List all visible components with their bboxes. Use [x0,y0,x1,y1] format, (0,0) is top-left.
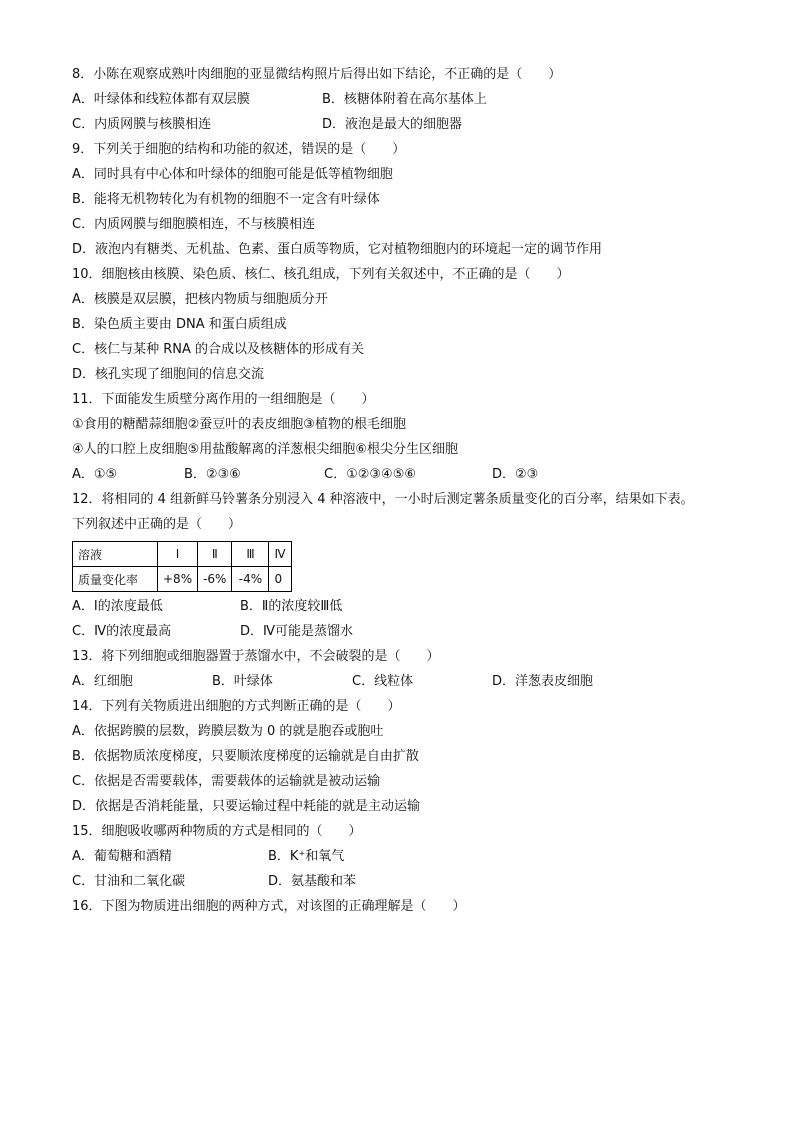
option-c[interactable]: C．依据是否需要载体，需要载体的运输就是被动运输 [72,774,381,789]
option-c[interactable]: C．核仁与某种 RNA 的合成以及核糖体的形成有关 [72,342,364,357]
option-d[interactable]: D．②③ [492,467,539,482]
option-c[interactable]: C．甘油和二氧化碳 [72,874,186,889]
option-a[interactable]: A．红细胞 [72,674,133,689]
option-a[interactable]: A．核膜是双层膜，把核内物质与细胞质分开 [72,292,328,307]
option-a[interactable]: A．依据跨膜的层数，跨膜层数为 0 的就是胞吞或胞吐 [72,724,384,739]
option-c[interactable]: C．①②③④⑤⑥ [324,467,417,482]
question-12-stem: 12．将相同的 4 组新鲜马铃薯条分别浸入 4 种溶液中，一小时后测定薯条质量变化的百分率，结果如下表。 [72,492,694,507]
results-table [72,541,292,592]
table-cell: -6% [198,567,232,592]
question-11-stem: 11．下面能发生质壁分离作用的一组细胞是（ ） [72,392,375,407]
option-c[interactable]: C．线粒体 [352,674,414,689]
option-a[interactable]: A．叶绿体和线粒体都有双层膜 [72,92,250,107]
option-b[interactable]: B．染色质主要由 DNA 和蛋白质组成 [72,317,287,332]
question-12-options-row2 [72,619,752,644]
question-8-options-row1 [72,87,752,112]
question-11-options [72,462,752,487]
question-13-stem: 13．将下列细胞或细胞器置于蒸馏水中，不会破裂的是（ ） [72,649,440,664]
exam-page [72,62,752,919]
option-a[interactable]: A．Ⅰ的浓度最低 [72,599,163,614]
option-b[interactable]: B．能将无机物转化为有机物的细胞不一定含有叶绿体 [72,192,380,207]
question-10-stem: 10．细胞核由核膜、染色质、核仁、核孔组成，下列有关叙述中，不正确的是（ ） [72,267,570,282]
question-11-items-line1: ①食用的糖醋蒜细胞②蚕豆叶的表皮细胞③植物的根毛细胞 [72,417,406,432]
option-b[interactable]: B．K⁺和氧气 [268,849,345,864]
option-b[interactable]: B．②③⑥ [184,467,241,482]
option-d[interactable]: D．依据是否消耗能量，只要运输过程中耗能的就是主动运输 [72,799,421,814]
table-cell: Ⅱ [198,542,232,567]
option-d[interactable]: D．液泡内有糖类、无机盐、色素、蛋白质等物质，它对植物细胞内的环境起一定的调节作用 [72,242,603,257]
table-cell: -4% [232,567,269,592]
table-row [73,542,292,567]
option-d[interactable]: D．氨基酸和苯 [268,874,357,889]
table-cell: Ⅳ [269,542,291,567]
option-d[interactable]: D．液泡是最大的细胞器 [322,117,463,132]
question-15-options-row2 [72,869,752,894]
question-12-options-row1 [72,594,752,619]
question-15-options-row1 [72,844,752,869]
question-15-stem: 15．细胞吸收哪两种物质的方式是相同的（ ） [72,824,362,839]
question-14-stem: 14．下列有关物质进出细胞的方式判断正确的是（ ） [72,699,401,714]
option-c[interactable]: C．Ⅳ的浓度最高 [72,624,172,639]
question-8-stem: 8．小陈在观察成熟叶肉细胞的亚显微结构照片后得出如下结论，不正确的是（ ） [72,67,562,82]
question-13-options [72,669,752,694]
option-d[interactable]: D．Ⅳ可能是蒸馏水 [240,624,354,639]
table-cell: +8% [158,567,198,592]
question-16-stem: 16．下图为物质进出细胞的两种方式，对该图的正确理解是（ ） [72,899,466,914]
option-a[interactable]: A．同时具有中心体和叶绿体的细胞可能是低等植物细胞 [72,167,393,182]
option-c[interactable]: C．内质网膜与核膜相连 [72,117,212,132]
option-d[interactable]: D．洋葱表皮细胞 [492,674,594,689]
option-b[interactable]: B．核糖体附着在高尔基体上 [322,92,487,107]
option-d[interactable]: D．核孔实现了细胞间的信息交流 [72,367,265,382]
option-a[interactable]: A．葡萄糖和酒精 [72,849,172,864]
option-b[interactable]: B．依据物质浓度梯度，只要顺浓度梯度的运输就是自由扩散 [72,749,419,764]
option-b[interactable]: B．叶绿体 [212,674,273,689]
option-b[interactable]: B．Ⅱ的浓度较Ⅲ低 [240,599,343,614]
table-cell: Ⅲ [232,542,269,567]
table-cell: 溶液 [73,542,158,567]
question-8-options-row2 [72,112,752,137]
option-c[interactable]: C．内质网膜与细胞膜相连，不与核膜相连 [72,217,316,232]
table-cell: 0 [269,567,291,592]
table-row [73,567,292,592]
option-a[interactable]: A．①⑤ [72,467,118,482]
table-cell: Ⅰ [158,542,198,567]
table-cell: 质量变化率 [73,567,158,592]
question-9-stem: 9．下列关于细胞的结构和功能的叙述，错误的是（ ） [72,142,406,157]
question-11-items-line2: ④人的口腔上皮细胞⑤用盐酸解离的洋葱根尖细胞⑥根尖分生区细胞 [72,442,458,457]
question-12-stem-2: 下列叙述中正确的是（ ） [72,517,242,532]
